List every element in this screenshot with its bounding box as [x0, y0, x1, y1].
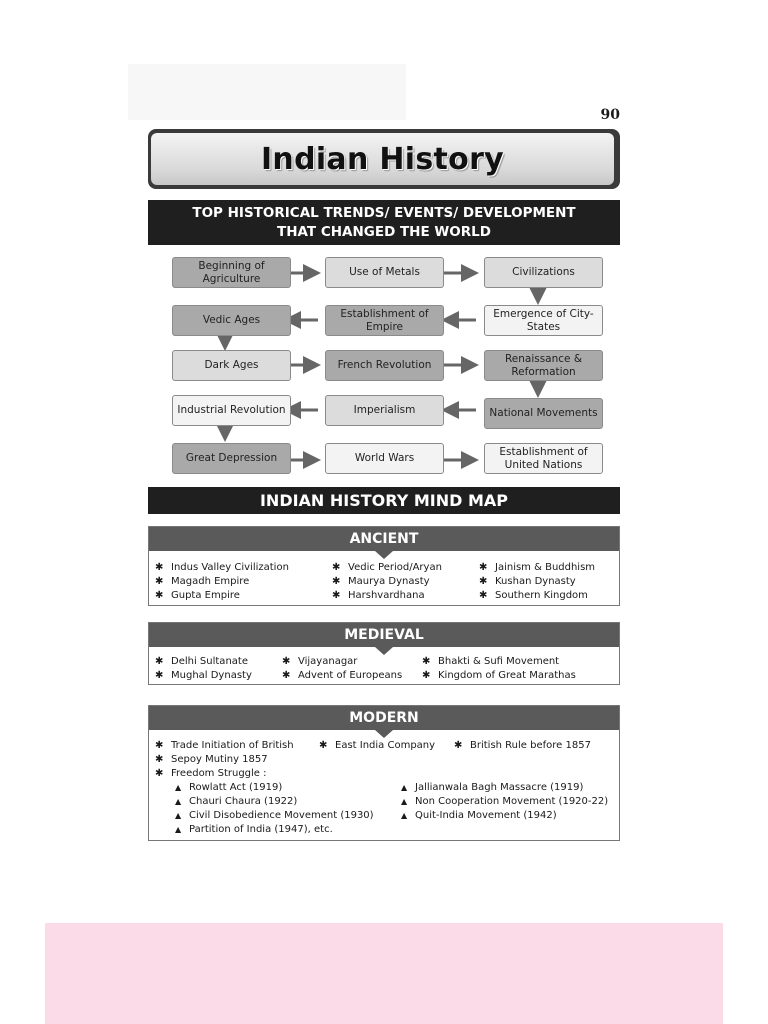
bullet-icon: ✱	[332, 590, 341, 601]
item-text: Chauri Chaura (1922)	[189, 796, 298, 807]
medieval-heading-text: MEDIEVAL	[344, 627, 424, 643]
item-text: Sepoy Mutiny 1857	[171, 754, 268, 765]
bullet-icon: ✱	[332, 576, 341, 587]
list-item	[332, 562, 442, 573]
mind-map-banner: INDIAN HISTORY MIND MAP	[148, 487, 620, 514]
modern-heading-text: MODERN	[349, 710, 419, 726]
bullet-icon: ✱	[319, 740, 328, 751]
page-title: Indian History	[260, 141, 505, 177]
trends-banner	[148, 200, 620, 245]
ancient-section	[148, 526, 620, 606]
bullet-icon: ✱	[454, 740, 463, 751]
bullet-icon: ✱	[155, 562, 164, 573]
list-item	[155, 740, 294, 751]
item-text: Jallianwala Bagh Massacre (1919)	[415, 782, 584, 793]
triangle-bullet-icon: ▲	[175, 825, 182, 834]
title-banner-face	[151, 133, 614, 185]
item-text: Gupta Empire	[171, 590, 240, 601]
trends-banner-line2: THAT CHANGED THE WORLD	[277, 224, 491, 240]
flow-box-dark-ages: Dark Ages	[172, 350, 291, 381]
item-text: Kingdom of Great Marathas	[438, 670, 576, 681]
page-number: 90	[600, 107, 620, 123]
bullet-icon: ✱	[155, 656, 164, 667]
bullet-icon: ✱	[155, 576, 164, 587]
list-item	[479, 576, 576, 587]
ancient-notch	[375, 551, 393, 559]
list-item	[332, 576, 430, 587]
item-text: Civil Disobedience Movement (1930)	[189, 810, 374, 821]
flow-box-imperialism: Imperialism	[325, 395, 444, 426]
flow-box-french-revolution: French Revolution	[325, 350, 444, 381]
flow-box-beginning-of-agriculture: Beginning of Agriculture	[172, 257, 291, 288]
modern-section	[148, 705, 620, 841]
item-text: Delhi Sultanate	[171, 656, 248, 667]
item-text: Kushan Dynasty	[495, 576, 576, 587]
list-item	[422, 670, 576, 681]
modern-heading	[149, 706, 619, 730]
modern-notch	[375, 730, 393, 738]
trends-banner-line1: TOP HISTORICAL TRENDS/ EVENTS/ DEVELOPMENT	[192, 205, 576, 221]
sub-list-item	[175, 782, 282, 793]
flow-box-use-of-metals: Use of Metals	[325, 257, 444, 288]
item-text: Trade Initiation of British	[171, 740, 294, 751]
list-item	[155, 590, 240, 601]
item-text: Quit-India Movement (1942)	[415, 810, 557, 821]
item-text: Vijayanagar	[298, 656, 358, 667]
list-item	[422, 656, 559, 667]
item-text: Southern Kingdom	[495, 590, 588, 601]
item-text: Vedic Period/Aryan	[348, 562, 442, 573]
item-text: Non Cooperation Movement (1920-22)	[415, 796, 609, 807]
triangle-bullet-icon: ▲	[175, 783, 182, 792]
item-text: Rowlatt Act (1919)	[189, 782, 283, 793]
item-text: Advent of Europeans	[298, 670, 403, 681]
bullet-icon: ✱	[155, 754, 164, 765]
item-text: Partition of India (1947), etc.	[189, 824, 333, 835]
bullet-icon: ✱	[332, 562, 341, 573]
flow-box-national-movements: National Movements	[484, 398, 603, 429]
item-text: Freedom Struggle :	[171, 768, 267, 779]
bullet-icon: ✱	[479, 576, 488, 587]
list-item	[479, 590, 588, 601]
history-flowchart	[148, 252, 620, 482]
flow-box-civilizations: Civilizations	[484, 257, 603, 288]
list-item	[332, 590, 425, 601]
triangle-bullet-icon: ▲	[175, 811, 182, 820]
pink-footer-block	[45, 923, 723, 1024]
item-text: Mughal Dynasty	[171, 670, 252, 681]
bullet-icon: ✱	[155, 768, 164, 779]
list-item	[155, 754, 268, 765]
list-item	[282, 670, 402, 681]
faded-header-area	[128, 64, 406, 120]
list-item	[155, 656, 248, 667]
item-text: Jainism & Buddhism	[495, 562, 596, 573]
triangle-bullet-icon: ▲	[401, 797, 408, 806]
list-item	[155, 670, 252, 681]
triangle-bullet-icon: ▲	[401, 811, 408, 820]
flow-box-industrial-revolution: Industrial Revolution	[172, 395, 291, 426]
flow-box-world-wars: World Wars	[325, 443, 444, 474]
sub-list-item	[401, 796, 608, 807]
bullet-icon: ✱	[479, 562, 488, 573]
sub-list-item	[175, 796, 297, 807]
title-banner	[148, 129, 620, 189]
bullet-icon: ✱	[155, 590, 164, 601]
bullet-icon: ✱	[155, 670, 164, 681]
item-text: East India Company	[335, 740, 436, 751]
bullet-icon: ✱	[422, 656, 431, 667]
medieval-section	[148, 622, 620, 685]
list-item	[155, 576, 249, 587]
flow-box-vedic-ages: Vedic Ages	[172, 305, 291, 336]
item-text: Harshvardhana	[348, 590, 425, 601]
item-text: Bhakti & Sufi Movement	[438, 656, 560, 667]
item-text: Magadh Empire	[171, 576, 250, 587]
list-item	[155, 768, 267, 779]
flow-box-great-depression: Great Depression	[172, 443, 291, 474]
list-item	[282, 656, 357, 667]
bullet-icon: ✱	[282, 656, 291, 667]
triangle-bullet-icon: ▲	[175, 797, 182, 806]
flow-box-emergence-of-city-states: Emergence of City- States	[484, 305, 603, 336]
item-text: Indus Valley Civilization	[171, 562, 289, 573]
bullet-icon: ✱	[422, 670, 431, 681]
list-item	[454, 740, 591, 751]
bullet-icon: ✱	[155, 740, 164, 751]
flow-box-renaissance-reformation: Renaissance & Reformation	[484, 350, 603, 381]
sub-list-item	[401, 810, 557, 821]
ancient-heading	[149, 527, 619, 551]
item-text: Maurya Dynasty	[348, 576, 430, 587]
flow-box-establishment-of-un: Establishment of United Nations	[484, 443, 603, 474]
sub-list-item	[175, 810, 374, 821]
triangle-bullet-icon: ▲	[401, 783, 408, 792]
flow-box-establishment-of-empire: Establishment of Empire	[325, 305, 444, 336]
sub-list-item	[175, 824, 333, 835]
bullet-icon: ✱	[479, 590, 488, 601]
list-item	[319, 740, 435, 751]
list-item	[155, 562, 289, 573]
medieval-notch	[375, 647, 393, 655]
bullet-icon: ✱	[282, 670, 291, 681]
medieval-heading	[149, 623, 619, 647]
sub-list-item	[401, 782, 583, 793]
item-text: British Rule before 1857	[470, 740, 591, 751]
list-item	[479, 562, 595, 573]
ancient-heading-text: ANCIENT	[349, 531, 419, 547]
